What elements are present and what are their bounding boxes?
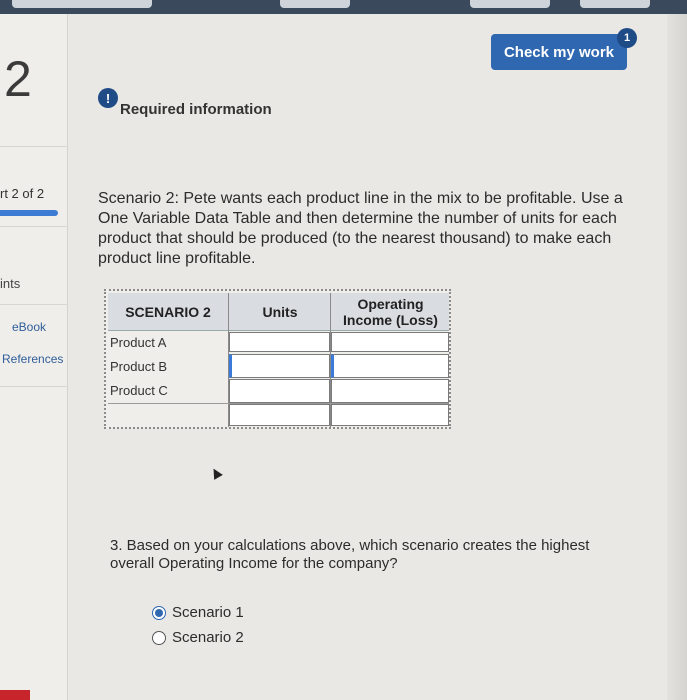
header-scenario: SCENARIO 2 xyxy=(125,304,211,320)
radio-selected-icon[interactable] xyxy=(152,606,166,620)
radio-option-scenario-2[interactable] xyxy=(152,629,244,646)
mouse-cursor-icon xyxy=(209,466,223,480)
units-input-product-c[interactable] xyxy=(229,379,330,403)
units-input-total[interactable] xyxy=(229,404,330,426)
ebook-link[interactable]: eBook xyxy=(12,320,47,334)
radio-option-scenario-1[interactable] xyxy=(152,604,244,621)
row-divider xyxy=(108,403,449,404)
part-label: rt 2 of 2 xyxy=(0,186,45,201)
part-progress-bar xyxy=(0,210,58,216)
row-label-product-b: Product B xyxy=(110,359,168,374)
income-input-product-a[interactable] xyxy=(331,332,449,352)
page-edge xyxy=(667,14,687,700)
scenario-instructions: Scenario 2: Pete wants each product line in the mix to be profitable. Use a One Variable Data Table and then determine the number of units for each product that should be produced (to the nearest thousand) to make each product line profitable. xyxy=(98,190,623,267)
header-operating-income: Operating Income (Loss) xyxy=(343,296,438,328)
option-label: Scenario 2 xyxy=(172,629,244,646)
references-link[interactable]: References xyxy=(2,352,64,366)
scenario-table xyxy=(104,289,451,429)
toolbar-fragment xyxy=(470,0,550,8)
check-my-work-button[interactable]: Check my work xyxy=(491,34,627,70)
header-units: Units xyxy=(262,304,298,320)
units-input-product-a[interactable] xyxy=(229,332,330,352)
option-label: Scenario 1 xyxy=(172,604,244,621)
points-label: ints xyxy=(0,276,21,291)
toolbar-fragment xyxy=(12,0,152,8)
alert-icon: ! xyxy=(98,88,118,108)
divider xyxy=(0,226,68,227)
question-sidebar xyxy=(0,14,68,700)
row-label-product-c: Product C xyxy=(110,383,168,398)
radio-unselected-icon[interactable] xyxy=(152,631,166,645)
divider xyxy=(0,146,68,147)
toolbar-fragment xyxy=(580,0,650,8)
income-input-product-b[interactable] xyxy=(331,354,449,378)
divider xyxy=(0,304,68,305)
top-toolbar xyxy=(0,0,687,14)
check-work-count-badge: 1 xyxy=(617,28,637,48)
question-3-text: 3. Based on your calculations above, which scenario creates the highest overall Operating Income for the company? xyxy=(110,537,590,572)
income-input-product-c[interactable] xyxy=(331,379,449,403)
row-label-product-a: Product A xyxy=(110,335,167,350)
required-information-heading: Required information xyxy=(120,101,272,118)
table-header xyxy=(108,293,449,331)
income-input-total[interactable] xyxy=(331,404,449,426)
units-input-product-b[interactable] xyxy=(229,354,330,378)
toolbar-fragment xyxy=(280,0,350,8)
question-number: 2 xyxy=(4,51,32,107)
bottom-logo-fragment xyxy=(0,690,30,700)
divider xyxy=(0,386,68,387)
